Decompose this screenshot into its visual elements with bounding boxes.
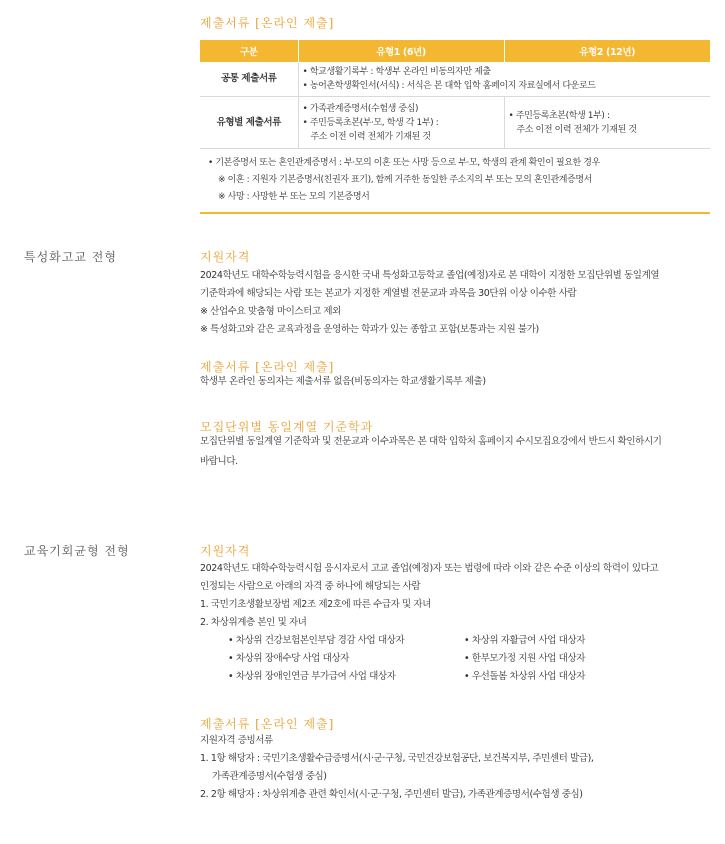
common-docs-item: • 학교생활기록부 : 학생부 온라인 비동의자만 제출	[302, 67, 491, 77]
equal-docs-line: 지원자격 증빙서류	[200, 735, 273, 746]
special-docs-heading: 제출서류 [온라인 제출]	[200, 360, 335, 374]
special-dept-text	[200, 432, 715, 472]
type2-docs-item: • 주민등록초본(학생 1부) :	[508, 110, 610, 121]
section-title-equal: 교육기회균형 전형	[24, 544, 130, 558]
common-docs-item: • 농어촌학생확인서(서식) : 서식은 본 대학 입학 홈페이지 자료실에서 다운로드	[302, 81, 596, 91]
special-qual-heading: 지원자격	[200, 250, 251, 264]
special-dept-heading: 모집단위별 동일계열 기준학과	[200, 420, 374, 434]
type-docs-label: 유형별 제출서류	[200, 97, 298, 149]
special-qual-text	[200, 267, 715, 339]
table-row-by-type	[200, 97, 710, 149]
list-item: • 우선돌봄 차상위 사업 대상자	[464, 671, 586, 682]
type1-docs-item: • 가족관계증명서(수험생 중심)	[302, 103, 419, 114]
common-docs-cell	[298, 62, 710, 97]
special-qual-line: ※ 산업수요 맞춤형 마이스터고 제외	[200, 306, 341, 317]
equal-docs-heading: 제출서류 [온라인 제출]	[200, 717, 335, 731]
list-item: • 한부모가정 지원 사업 대상자	[464, 653, 586, 664]
list-item: • 차상위 건강보험본인부담 경감 사업 대상자	[228, 635, 405, 646]
equal-qual-text	[200, 560, 715, 632]
equal-docs-line: 1. 1항 해당자 : 국민기초생활수급증명서(시·군·구청, 국민건강보험공단, 보건복지부, 주민센터 발급),	[200, 753, 594, 764]
special-dept-line: 바랍니다.	[200, 456, 238, 467]
table-header-type2: 유형2 (12년)	[504, 40, 710, 62]
list-item: • 차상위 장애인연금 부가급여 사업 대상자	[228, 671, 396, 682]
notes-cell	[200, 149, 710, 214]
docs-heading-top: 제출서류 [온라인 제출]	[200, 16, 335, 30]
type1-docs-cell	[298, 97, 504, 149]
note-line: ※ 사망 : 사망한 부 또는 모의 기본증명서	[218, 192, 370, 202]
list-item: • 차상위 장애수당 사업 대상자	[228, 653, 350, 664]
equal-qual-line: 1. 국민기초생활보장법 제2조 제2호에 따른 수급자 및 자녀	[200, 599, 431, 610]
type1-docs-item: • 주민등록초본(부·모, 학생 각 1부) :	[302, 117, 439, 128]
list-item: • 차상위 자활급여 사업 대상자	[464, 635, 586, 646]
type2-docs-cell	[504, 97, 710, 149]
equal-qual-line: 2024학년도 대학수학능력시험 응시자로서 고교 졸업(예정)자 또는 법령에 따라 이와 같은 수준 이상의 학력이 있다고	[200, 563, 659, 574]
section-title-special: 특성화고교 전형	[24, 250, 117, 264]
equal-qual-heading: 지원자격	[200, 544, 251, 558]
common-docs-label: 공통 제출서류	[200, 62, 298, 97]
docs-table	[200, 40, 710, 214]
type2-docs-item: 주소 이전 이력 전체가 기재된 것	[516, 124, 637, 135]
special-dept-line: 모집단위별 동일계열 기준학과 및 전문교과 이수과목은 본 대학 입학처 홈페이지 수시모집요강에서 반드시 확인하시기	[200, 436, 662, 447]
special-qual-line: ※ 특성화고와 같은 교육과정을 운영하는 학과가 있는 종합고 포함(보통과는 지원 불가)	[200, 324, 539, 335]
equal-docs-line: 2. 2항 해당자 : 차상위계층 관련 확인서(시·군·구청, 주민센터 발급), 가족관계증명서(수험생 중심)	[200, 789, 583, 800]
special-qual-line: 기준학과에 해당되는 사람 또는 본교가 지정한 계열별 전문교과 과목을 30단위 이상 이수한 사람	[200, 288, 577, 299]
table-header-row	[200, 40, 710, 62]
equal-bullets-left	[228, 632, 468, 686]
special-docs-text: 학생부 온라인 동의자는 제출서류 없음(비동의자는 학교생활기록부 제출)	[200, 376, 486, 387]
equal-bullets-right	[464, 632, 714, 686]
table-row-common	[200, 62, 710, 97]
note-line: • 기본증명서 또는 혼인관계증명서 : 부·모의 이혼 또는 사망 등으로 부·모, 학생의 관계 확인이 필요한 경우	[208, 158, 600, 168]
type1-docs-item: 주소 이전 이력 전체가 기재된 것	[310, 131, 431, 142]
equal-docs-line: 가족관계증명서(수험생 중심)	[212, 771, 327, 782]
equal-docs-text	[200, 732, 715, 804]
equal-qual-line: 인정되는 사람으로 아래의 자격 중 하나에 해당되는 사람	[200, 581, 421, 592]
table-row-notes	[200, 149, 710, 214]
table-header-type1: 유형1 (6년)	[298, 40, 504, 62]
special-qual-line: 2024학년도 대학수학능력시험을 응시한 국내 특성화고등학교 졸업(예정)자로 본 대학이 지정한 모집단위별 동일계열	[200, 270, 660, 281]
equal-qual-line: 2. 차상위계층 본인 및 자녀	[200, 617, 307, 628]
table-header-category: 구분	[200, 40, 298, 62]
note-line: ※ 이혼 : 지원자 기본증명서(친권자 표기), 함께 거주한 동일한 주소지의 부 또는 모의 혼인관계증명서	[218, 175, 592, 185]
